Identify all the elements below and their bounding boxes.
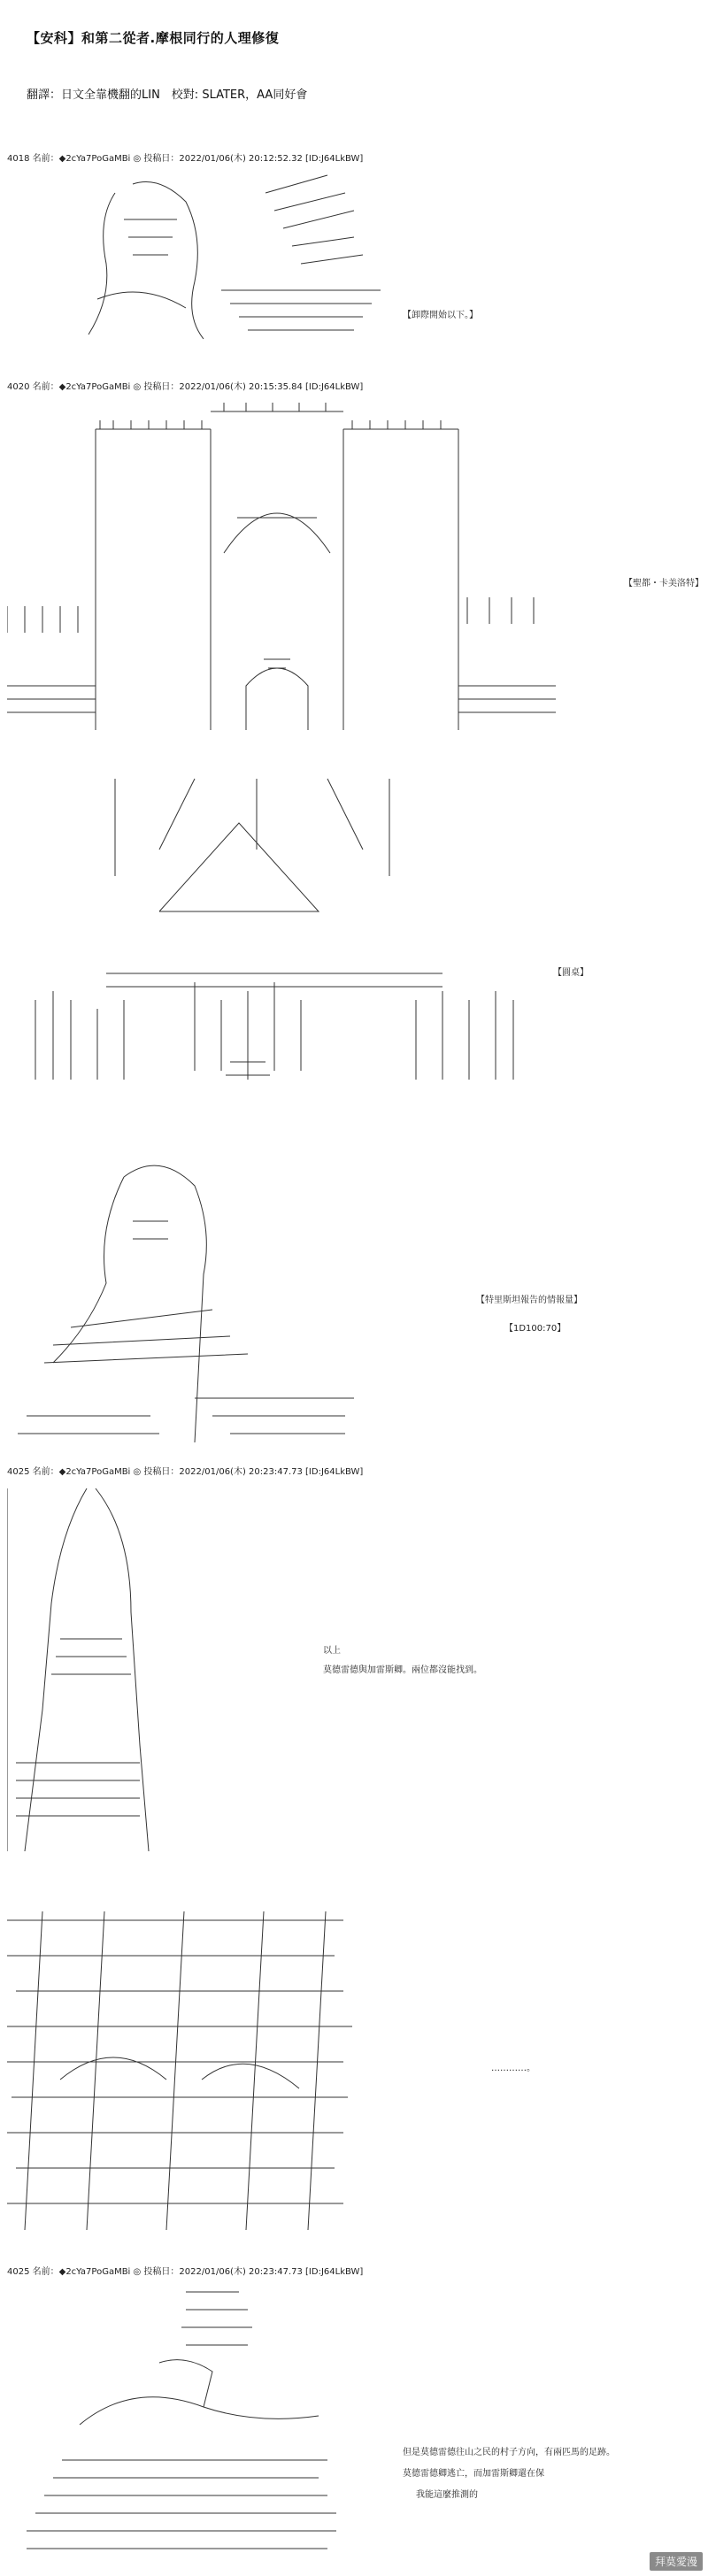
post-header: 4025 名前：◆2cYa7PoGaMBi ◎ 投稿日：2022/01/06(木) 20:23:47.73 [ID:J64LkBW]	[7, 2267, 364, 2277]
ascii-art-castle	[7, 394, 573, 748]
ascii-art-figure-standing	[7, 1480, 158, 1860]
ascii-art-dense-scene	[7, 1903, 352, 2239]
page-title: 【安科】和第二從者.摩根同行的人理修復	[27, 30, 280, 46]
ascii-art-tristan	[18, 1150, 354, 1451]
caption: 【聖都・卡美洛特】	[624, 579, 704, 588]
post-header: 4018 名前：◆2cYa7PoGaMBi ◎ 投稿日：2022/01/06(木) 20:12:52.32 [ID:J64LkBW]	[7, 154, 364, 164]
caption: 莫德雷德卿逃亡，而加雷斯卿還在保	[403, 2469, 544, 2479]
post-header: 4020 名前：◆2cYa7PoGaMBi ◎ 投稿日：2022/01/06(木) 20:15:35.84 [ID:J64LkBW]	[7, 382, 364, 392]
post-header: 4025 名前：◆2cYa7PoGaMBi ◎ 投稿日：2022/01/06(木) 20:23:47.73 [ID:J64LkBW]	[7, 1467, 364, 1477]
ascii-art-round-table	[18, 770, 531, 1088]
caption: 以上	[323, 1646, 341, 1656]
caption: 莫德雷德與加雷斯卿。兩位都沒能找到。	[323, 1665, 482, 1675]
caption: 【特里斯坦報告的情報量】	[476, 1296, 582, 1305]
caption: …………。	[491, 2064, 535, 2073]
watermark-logo: 拜莫愛漫	[650, 2552, 703, 2571]
caption: 但是莫德雷德往山之民的村子方向，有兩匹馬的足跡。	[403, 2448, 615, 2457]
ascii-art-figure-kneeling	[27, 2283, 345, 2566]
caption: 【卸際開始以下。】	[403, 311, 478, 320]
translation-credits: 翻譯：日文全靠機翻的LIN 校對: SLATER，AA同好會	[27, 88, 308, 102]
ascii-art-figure-1	[62, 166, 398, 343]
caption: 我能這麼推測的	[416, 2490, 478, 2500]
caption: 【1D100:70】	[504, 1324, 566, 1334]
caption: 【圓桌】	[553, 968, 589, 978]
